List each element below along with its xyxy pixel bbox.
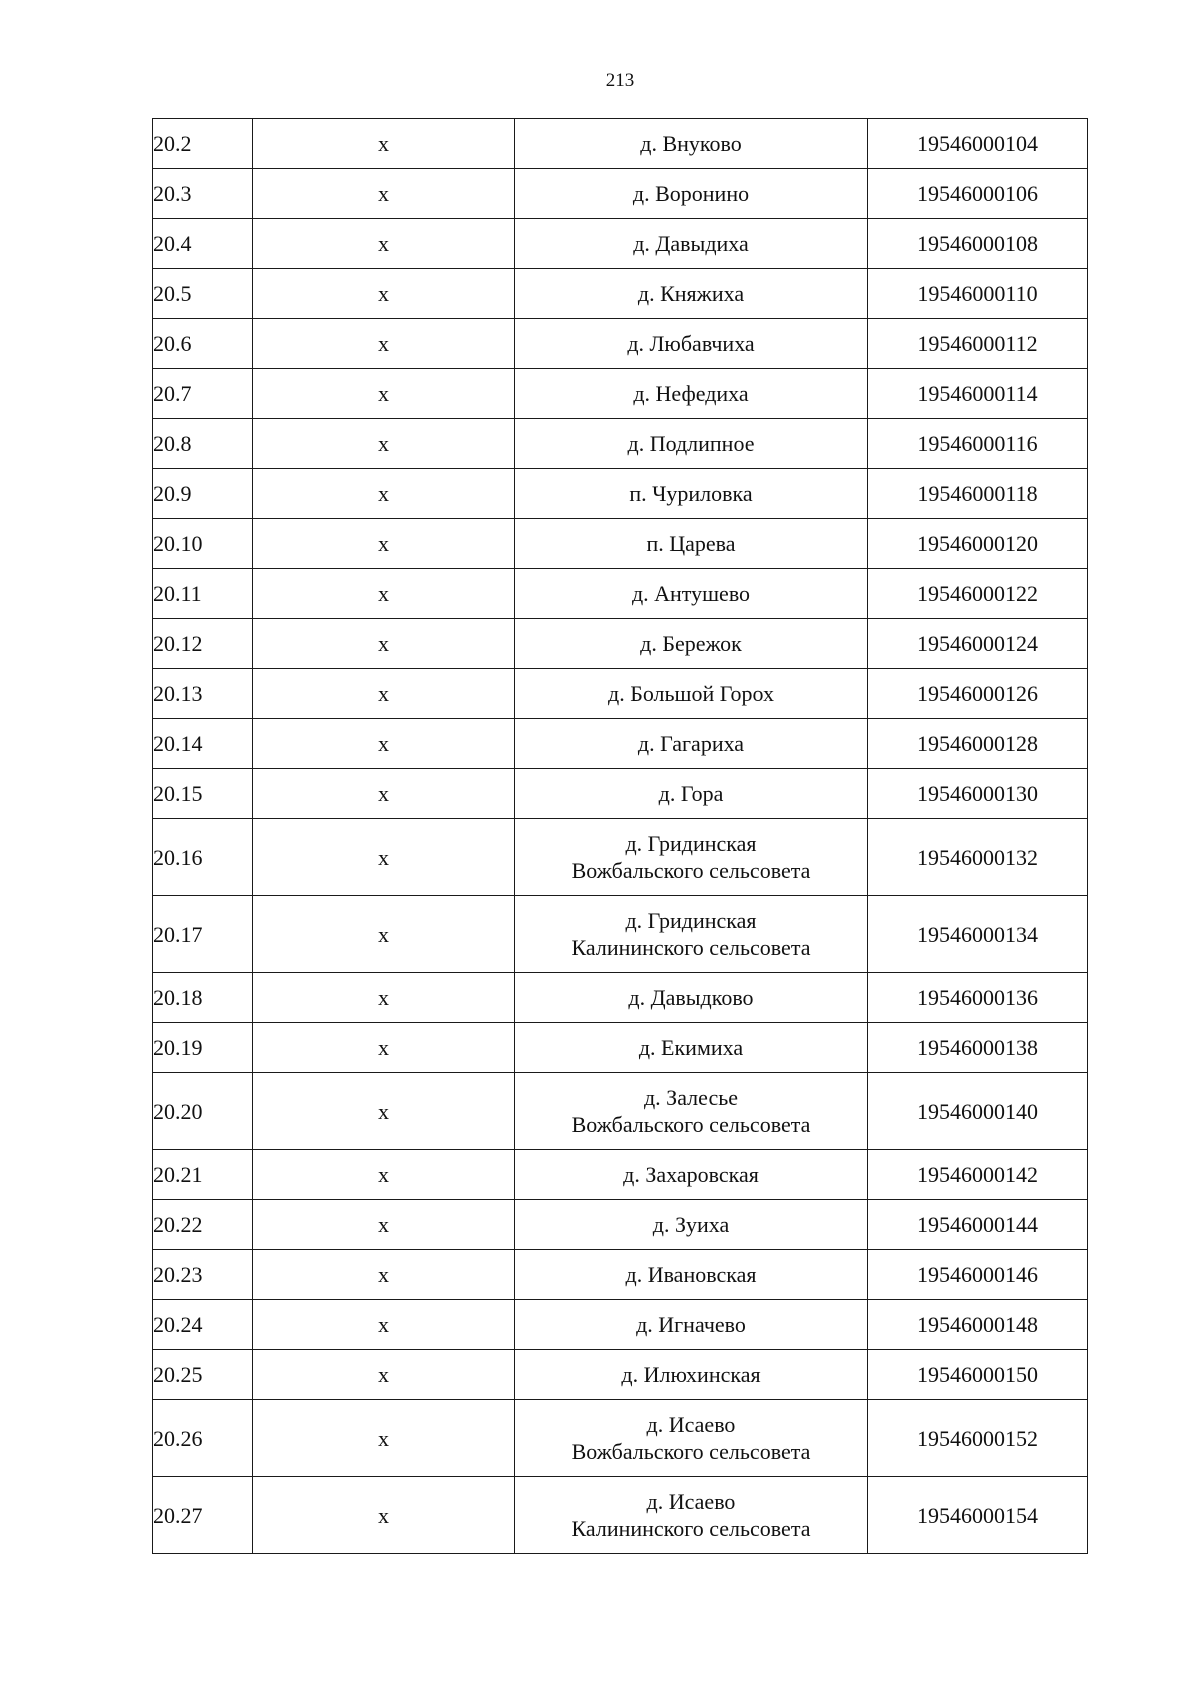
settlement-name-line: д. Воронино	[632, 181, 750, 206]
mark-cell: х	[253, 896, 515, 973]
code-cell: 19546000114	[868, 369, 1088, 419]
table-row	[153, 319, 1088, 369]
mark-cell: х	[253, 169, 515, 219]
settlement-name-cell	[515, 369, 868, 419]
code-cell: 19546000146	[868, 1250, 1088, 1300]
settlement-name-cell	[515, 169, 868, 219]
page-number: 213	[605, 70, 635, 91]
settlement-name-cell	[515, 1350, 868, 1400]
code-cell: 19546000154	[868, 1477, 1088, 1554]
row-number-cell: 20.3	[153, 169, 253, 219]
settlement-name-line: д. Гридинская	[625, 908, 757, 933]
settlement-name-line: п. Царева	[646, 531, 736, 556]
table-row	[153, 1400, 1088, 1477]
settlement-name-line: Вожбальского сельсовета	[571, 1439, 811, 1464]
row-number-cell: 20.6	[153, 319, 253, 369]
settlement-name-line: д. Давыдиха	[633, 231, 749, 256]
code-cell: 19546000148	[868, 1300, 1088, 1350]
settlement-name-line: д. Исаево	[646, 1412, 736, 1437]
table-row	[153, 1150, 1088, 1200]
code-cell: 19546000112	[868, 319, 1088, 369]
row-number-cell: 20.25	[153, 1350, 253, 1400]
mark-cell: х	[253, 769, 515, 819]
code-cell: 19546000110	[868, 269, 1088, 319]
table-row	[153, 219, 1088, 269]
mark-cell: х	[253, 669, 515, 719]
row-number-cell: 20.10	[153, 519, 253, 569]
settlement-name-line: д. Внуково	[640, 131, 742, 156]
row-number-cell: 20.11	[153, 569, 253, 619]
table-row	[153, 569, 1088, 619]
code-cell: 19546000128	[868, 719, 1088, 769]
table-row	[153, 419, 1088, 469]
row-number-cell: 20.13	[153, 669, 253, 719]
row-number-cell: 20.12	[153, 619, 253, 669]
mark-cell: х	[253, 1073, 515, 1150]
code-cell: 19546000138	[868, 1023, 1088, 1073]
settlement-name-line: д. Давыдково	[628, 985, 754, 1010]
settlement-name-line: Калининского сельсовета	[571, 935, 811, 960]
row-number-cell: 20.27	[153, 1477, 253, 1554]
table-row	[153, 896, 1088, 973]
settlement-name-line: д. Бережок	[640, 631, 742, 656]
mark-cell: х	[253, 1250, 515, 1300]
row-number-cell: 20.20	[153, 1073, 253, 1150]
table-row	[153, 469, 1088, 519]
row-number-cell: 20.7	[153, 369, 253, 419]
mark-cell: х	[253, 973, 515, 1023]
settlement-name-line: д. Екимиха	[638, 1035, 744, 1060]
row-number-cell: 20.9	[153, 469, 253, 519]
settlement-name-line: д. Залесье	[643, 1085, 739, 1110]
mark-cell: х	[253, 819, 515, 896]
settlement-name-line: д. Игначево	[636, 1312, 746, 1337]
mark-cell: х	[253, 519, 515, 569]
table-row	[153, 1300, 1088, 1350]
mark-cell: х	[253, 1477, 515, 1554]
row-number-cell: 20.21	[153, 1150, 253, 1200]
row-number-cell: 20.8	[153, 419, 253, 469]
mark-cell: х	[253, 319, 515, 369]
code-cell: 19546000152	[868, 1400, 1088, 1477]
settlement-name-cell	[515, 1250, 868, 1300]
table-row	[153, 169, 1088, 219]
settlement-name-cell	[515, 1023, 868, 1073]
row-number-cell: 20.2	[153, 119, 253, 169]
settlement-name-cell	[515, 619, 868, 669]
row-number-cell: 20.17	[153, 896, 253, 973]
settlement-name-cell	[515, 419, 868, 469]
mark-cell: х	[253, 1023, 515, 1073]
row-number-cell: 20.19	[153, 1023, 253, 1073]
code-cell: 19546000150	[868, 1350, 1088, 1400]
settlement-name-line: д. Нефедиха	[633, 381, 749, 406]
table-row	[153, 669, 1088, 719]
code-cell: 19546000108	[868, 219, 1088, 269]
table-row	[153, 1073, 1088, 1150]
code-cell: 19546000106	[868, 169, 1088, 219]
settlement-name-cell	[515, 819, 868, 896]
row-number-cell: 20.24	[153, 1300, 253, 1350]
table-body	[153, 119, 1088, 1554]
settlement-name-cell	[515, 1400, 868, 1477]
code-cell: 19546000124	[868, 619, 1088, 669]
settlement-name-line: д. Гагариха	[637, 731, 745, 756]
table-row	[153, 519, 1088, 569]
settlement-name-line: д. Илюхинская	[621, 1362, 761, 1387]
table-row	[153, 119, 1088, 169]
row-number-cell: 20.14	[153, 719, 253, 769]
code-cell: 19546000132	[868, 819, 1088, 896]
settlement-name-cell	[515, 519, 868, 569]
settlement-name-cell	[515, 769, 868, 819]
settlement-name-cell	[515, 269, 868, 319]
code-cell: 19546000140	[868, 1073, 1088, 1150]
settlement-name-line: Вожбальского сельсовета	[571, 858, 811, 883]
mark-cell: х	[253, 369, 515, 419]
settlement-name-cell	[515, 319, 868, 369]
settlement-name-line: д. Исаево	[646, 1489, 736, 1514]
mark-cell: х	[253, 1350, 515, 1400]
settlement-name-line: Калининского сельсовета	[571, 1516, 811, 1541]
settlement-name-cell	[515, 1073, 868, 1150]
settlement-name-line: д. Гора	[658, 781, 724, 806]
settlement-name-line: д. Захаровская	[623, 1162, 759, 1187]
mark-cell: х	[253, 419, 515, 469]
mark-cell: х	[253, 269, 515, 319]
row-number-cell: 20.18	[153, 973, 253, 1023]
settlement-name-line: д. Зуиха	[652, 1212, 730, 1237]
table-row	[153, 719, 1088, 769]
table-row	[153, 1350, 1088, 1400]
table-row	[153, 1250, 1088, 1300]
settlement-name-cell	[515, 219, 868, 269]
row-number-cell: 20.23	[153, 1250, 253, 1300]
settlement-table	[152, 118, 1088, 1554]
settlement-name-line: д. Княжиха	[637, 281, 745, 306]
settlement-name-cell	[515, 1150, 868, 1200]
mark-cell: х	[253, 619, 515, 669]
table-row	[153, 369, 1088, 419]
table-row	[153, 973, 1088, 1023]
settlement-name-line: д. Ивановская	[625, 1262, 757, 1287]
code-cell: 19546000116	[868, 419, 1088, 469]
settlement-name-line: д. Антушево	[631, 581, 751, 606]
code-cell: 19546000126	[868, 669, 1088, 719]
mark-cell: х	[253, 569, 515, 619]
code-cell: 19546000122	[868, 569, 1088, 619]
settlement-name-cell	[515, 896, 868, 973]
table-row	[153, 1477, 1088, 1554]
code-cell: 19546000130	[868, 769, 1088, 819]
settlement-name-cell	[515, 669, 868, 719]
mark-cell: х	[253, 119, 515, 169]
table-row	[153, 1023, 1088, 1073]
settlement-name-line: д. Подлипное	[627, 431, 755, 456]
settlement-name-line: п. Чуриловка	[629, 481, 753, 506]
row-number-cell: 20.4	[153, 219, 253, 269]
settlement-name-cell	[515, 469, 868, 519]
settlement-name-cell	[515, 1300, 868, 1350]
code-cell: 19546000134	[868, 896, 1088, 973]
code-cell: 19546000136	[868, 973, 1088, 1023]
settlement-name-cell	[515, 973, 868, 1023]
code-cell: 19546000118	[868, 469, 1088, 519]
table-row	[153, 619, 1088, 669]
row-number-cell: 20.15	[153, 769, 253, 819]
row-number-cell: 20.22	[153, 1200, 253, 1250]
code-cell: 19546000142	[868, 1150, 1088, 1200]
settlement-name-cell	[515, 1200, 868, 1250]
settlement-name-line: д. Любавчиха	[627, 331, 755, 356]
settlement-name-line: Вожбальского сельсовета	[571, 1112, 811, 1137]
row-number-cell: 20.26	[153, 1400, 253, 1477]
table-row	[153, 819, 1088, 896]
settlement-name-cell	[515, 119, 868, 169]
mark-cell: х	[253, 1400, 515, 1477]
code-cell: 19546000104	[868, 119, 1088, 169]
settlement-name-line: д. Гридинская	[625, 831, 757, 856]
table-row	[153, 1200, 1088, 1250]
settlement-name-cell	[515, 1477, 868, 1554]
row-number-cell: 20.16	[153, 819, 253, 896]
row-number-cell: 20.5	[153, 269, 253, 319]
mark-cell: х	[253, 1200, 515, 1250]
code-cell: 19546000144	[868, 1200, 1088, 1250]
mark-cell: х	[253, 219, 515, 269]
mark-cell: х	[253, 469, 515, 519]
mark-cell: х	[253, 1300, 515, 1350]
settlement-name-cell	[515, 569, 868, 619]
mark-cell: х	[253, 719, 515, 769]
code-cell: 19546000120	[868, 519, 1088, 569]
table-row	[153, 769, 1088, 819]
mark-cell: х	[253, 1150, 515, 1200]
settlement-name-cell	[515, 719, 868, 769]
settlement-name-line: д. Большой Горох	[608, 681, 774, 706]
table-row	[153, 269, 1088, 319]
